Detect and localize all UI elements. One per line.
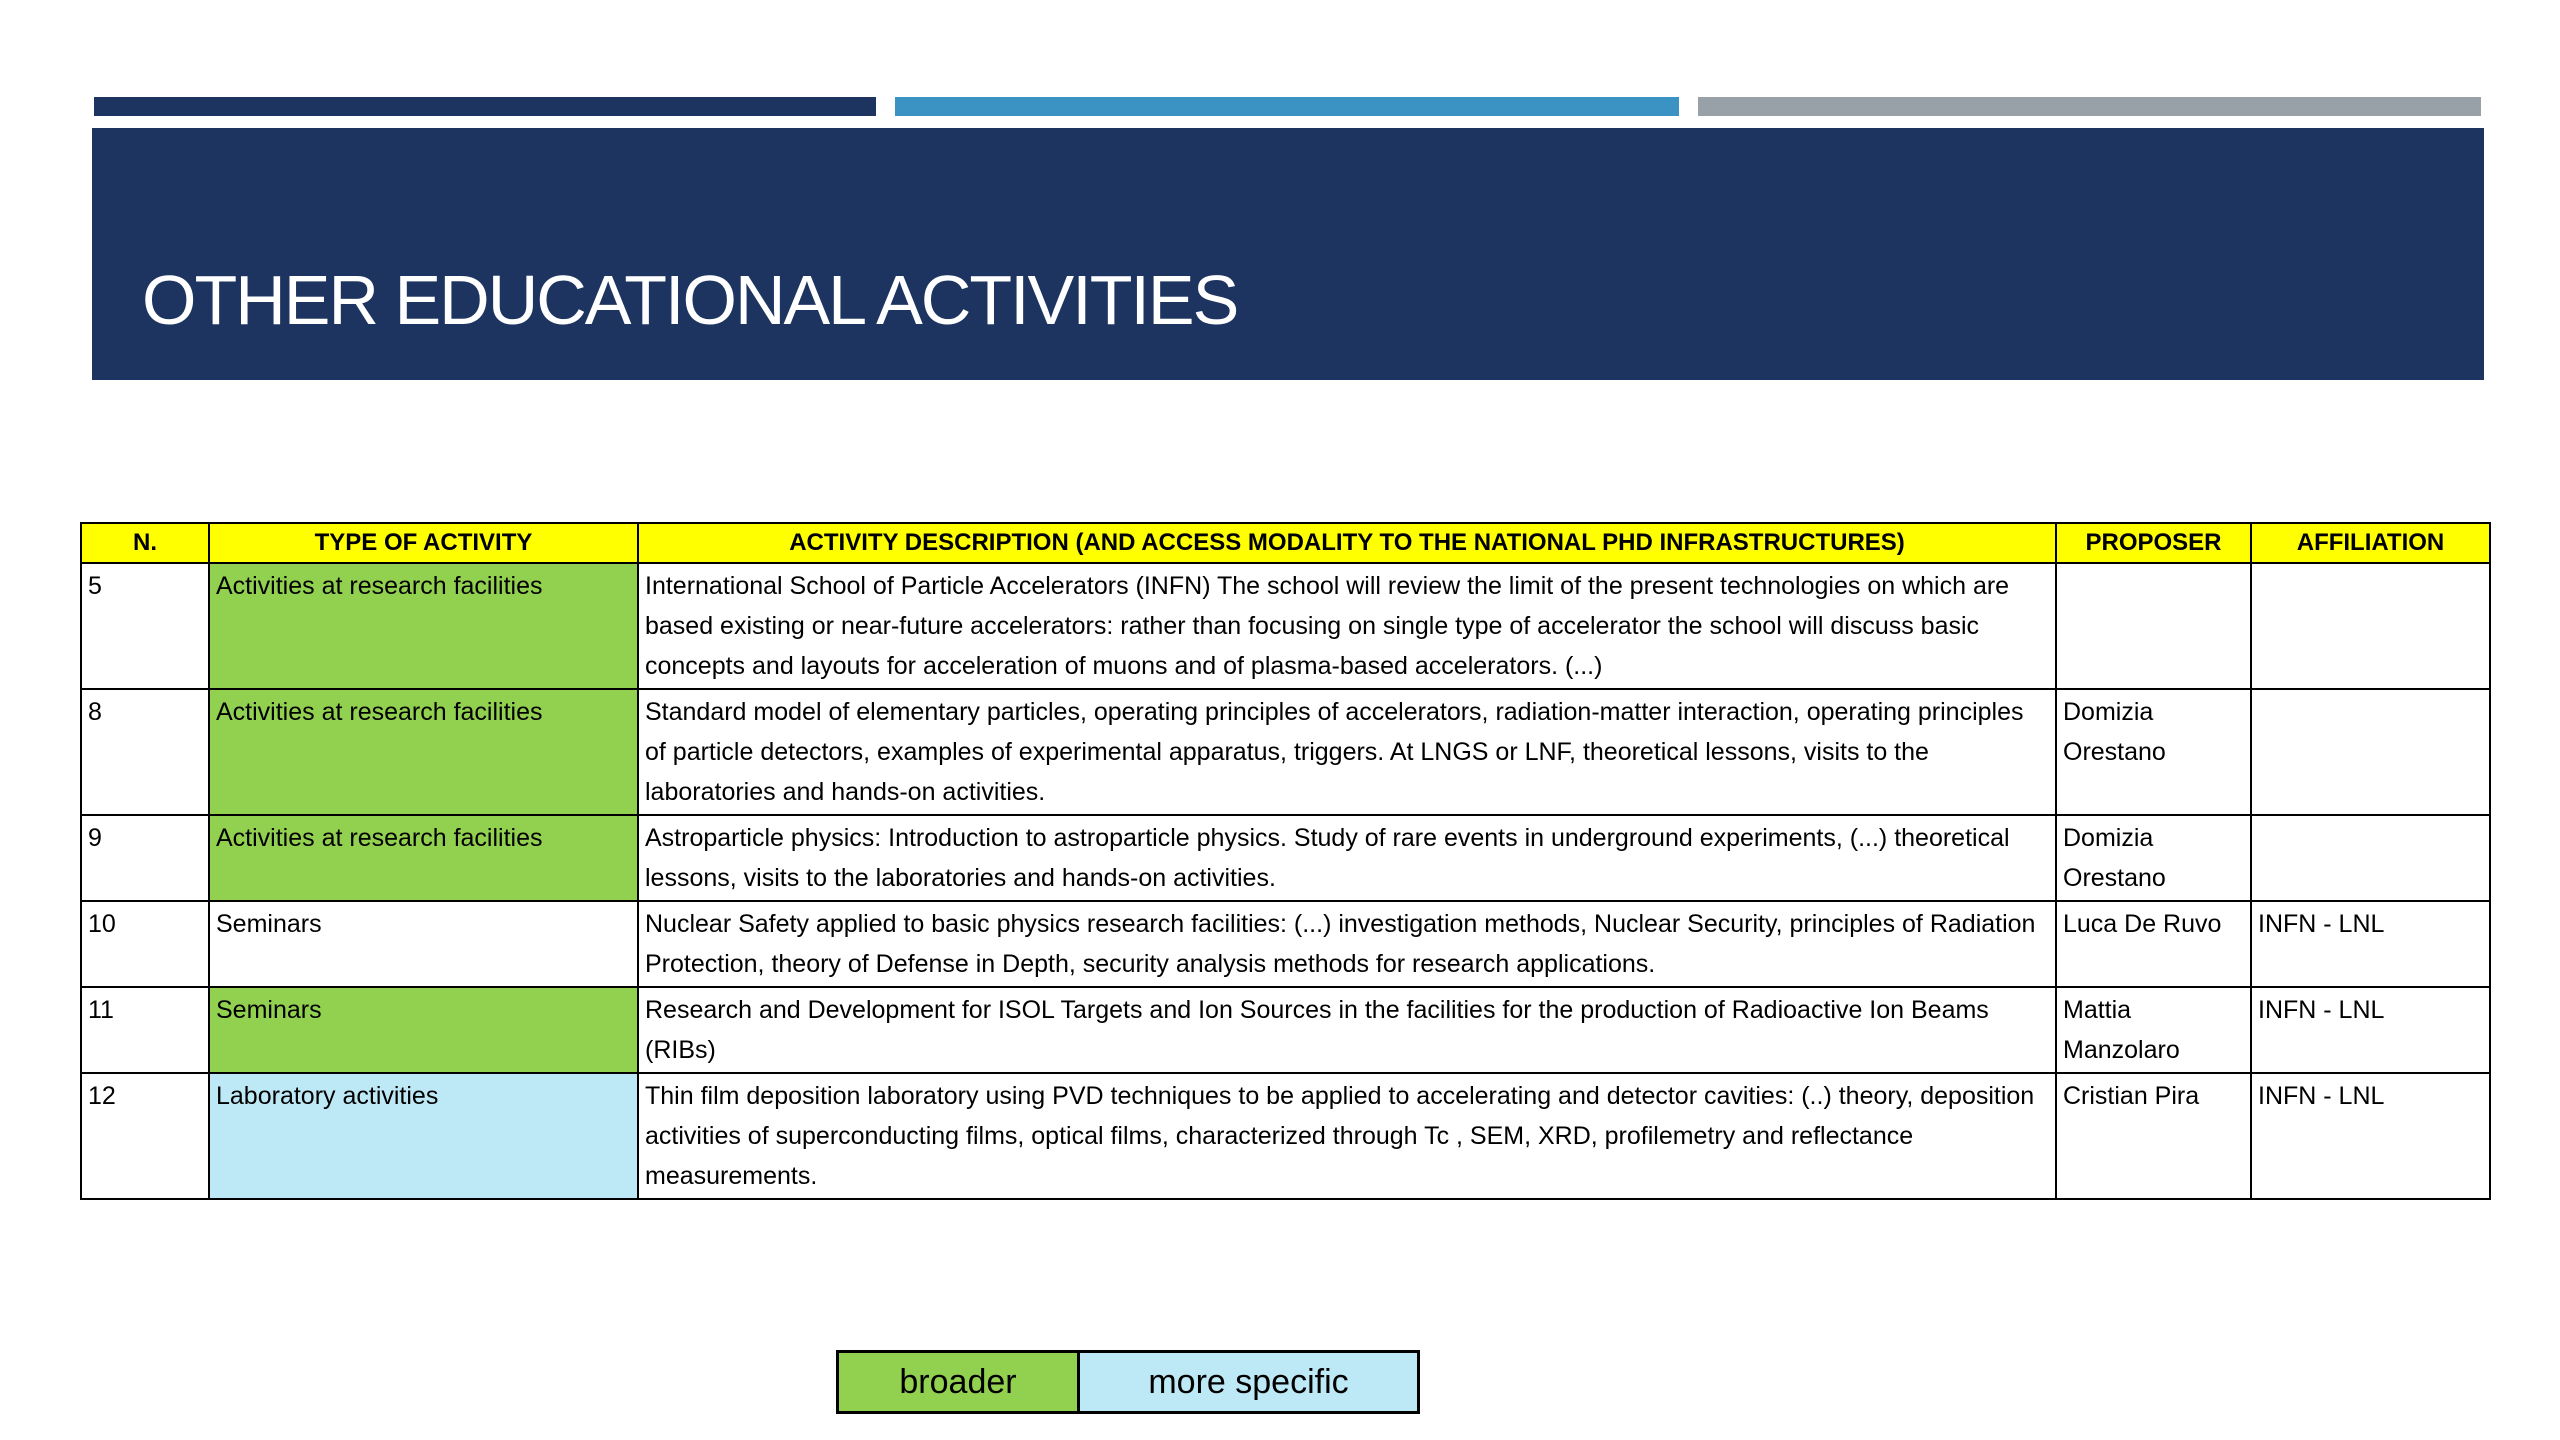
table-row	[81, 815, 2490, 901]
cell-type: Seminars	[209, 901, 638, 987]
header-description: ACTIVITY DESCRIPTION (AND ACCESS MODALITY TO THE NATIONAL PHD INFRASTRUCTURES)	[638, 523, 2056, 563]
cell-type: Activities at research facilities	[209, 815, 638, 901]
table-row	[81, 689, 2490, 815]
cell-description: Research and Development for ISOL Targets and Ion Sources in the facilities for the production of Radioactive Ion Beams (RIBs)	[638, 987, 2056, 1073]
cell-description: Nuclear Safety applied to basic physics research facilities: (...) investigation methods, Nuclear Security, principles of Radiation Protection, theory of Defense in Depth, security analysis methods for research applications.	[638, 901, 2056, 987]
slide-title: OTHER EDUCATIONAL ACTIVITIES	[142, 261, 1238, 339]
title-banner	[92, 128, 2484, 380]
cell-proposer: Luca De Ruvo	[2056, 901, 2251, 987]
cell-affiliation	[2251, 563, 2490, 689]
cell-affiliation	[2251, 815, 2490, 901]
cell-description: Thin film deposition laboratory using PVD techniques to be applied to accelerating and detector cavities: (..) theory, deposition activities of superconducting films, optical films, characterized through Tc , SEM, XRD, profilemetry and reflectance measurements.	[638, 1073, 2056, 1199]
accent-bar-blue	[895, 97, 1679, 116]
table-header-row	[81, 523, 2490, 563]
accent-bar-gray	[1698, 97, 2481, 116]
legend-broader: broader	[839, 1353, 1080, 1411]
table-row	[81, 1073, 2490, 1199]
header-type: TYPE OF ACTIVITY	[209, 523, 638, 563]
accent-bar-dark	[94, 97, 876, 116]
header-n: N.	[81, 523, 209, 563]
legend-more-specific: more specific	[1080, 1353, 1417, 1411]
cell-proposer: Cristian Pira	[2056, 1073, 2251, 1199]
cell-n: 5	[81, 563, 209, 689]
cell-type: Seminars	[209, 987, 638, 1073]
cell-n: 11	[81, 987, 209, 1073]
header-proposer: PROPOSER	[2056, 523, 2251, 563]
cell-proposer	[2056, 563, 2251, 689]
cell-n: 10	[81, 901, 209, 987]
cell-n: 9	[81, 815, 209, 901]
cell-type: Laboratory activities	[209, 1073, 638, 1199]
cell-proposer: Mattia Manzolaro	[2056, 987, 2251, 1073]
header-affiliation: AFFILIATION	[2251, 523, 2490, 563]
table-row	[81, 987, 2490, 1073]
table-row	[81, 563, 2490, 689]
cell-description: Standard model of elementary particles, operating principles of accelerators, radiation-matter interaction, operating principles of particle detectors, examples of experimental apparatus, triggers. At LNGS or LNF, theoretical lessons, visits to the laboratories and hands-on activities.	[638, 689, 2056, 815]
table-row	[81, 901, 2490, 987]
cell-n: 12	[81, 1073, 209, 1199]
cell-proposer: Domizia Orestano	[2056, 815, 2251, 901]
cell-type: Activities at research facilities	[209, 689, 638, 815]
cell-description: International School of Particle Accelerators (INFN) The school will review the limit of the present technologies on which are based existing or near-future accelerators: rather than focusing on single type of accelerator the school will discuss basic concepts and layouts for acceleration of muons and of plasma-based accelerators. (...)	[638, 563, 2056, 689]
cell-affiliation	[2251, 689, 2490, 815]
cell-description: Astroparticle physics: Introduction to astroparticle physics. Study of rare events in underground experiments, (...) theoretical lessons, visits to the laboratories and hands-on activities.	[638, 815, 2056, 901]
cell-type: Activities at research facilities	[209, 563, 638, 689]
cell-affiliation: INFN - LNL	[2251, 1073, 2490, 1199]
table-body	[81, 563, 2490, 1199]
activities-table	[80, 522, 2491, 1200]
cell-affiliation: INFN - LNL	[2251, 987, 2490, 1073]
cell-n: 8	[81, 689, 209, 815]
cell-affiliation: INFN - LNL	[2251, 901, 2490, 987]
cell-proposer: Domizia Orestano	[2056, 689, 2251, 815]
legend	[836, 1350, 1420, 1414]
